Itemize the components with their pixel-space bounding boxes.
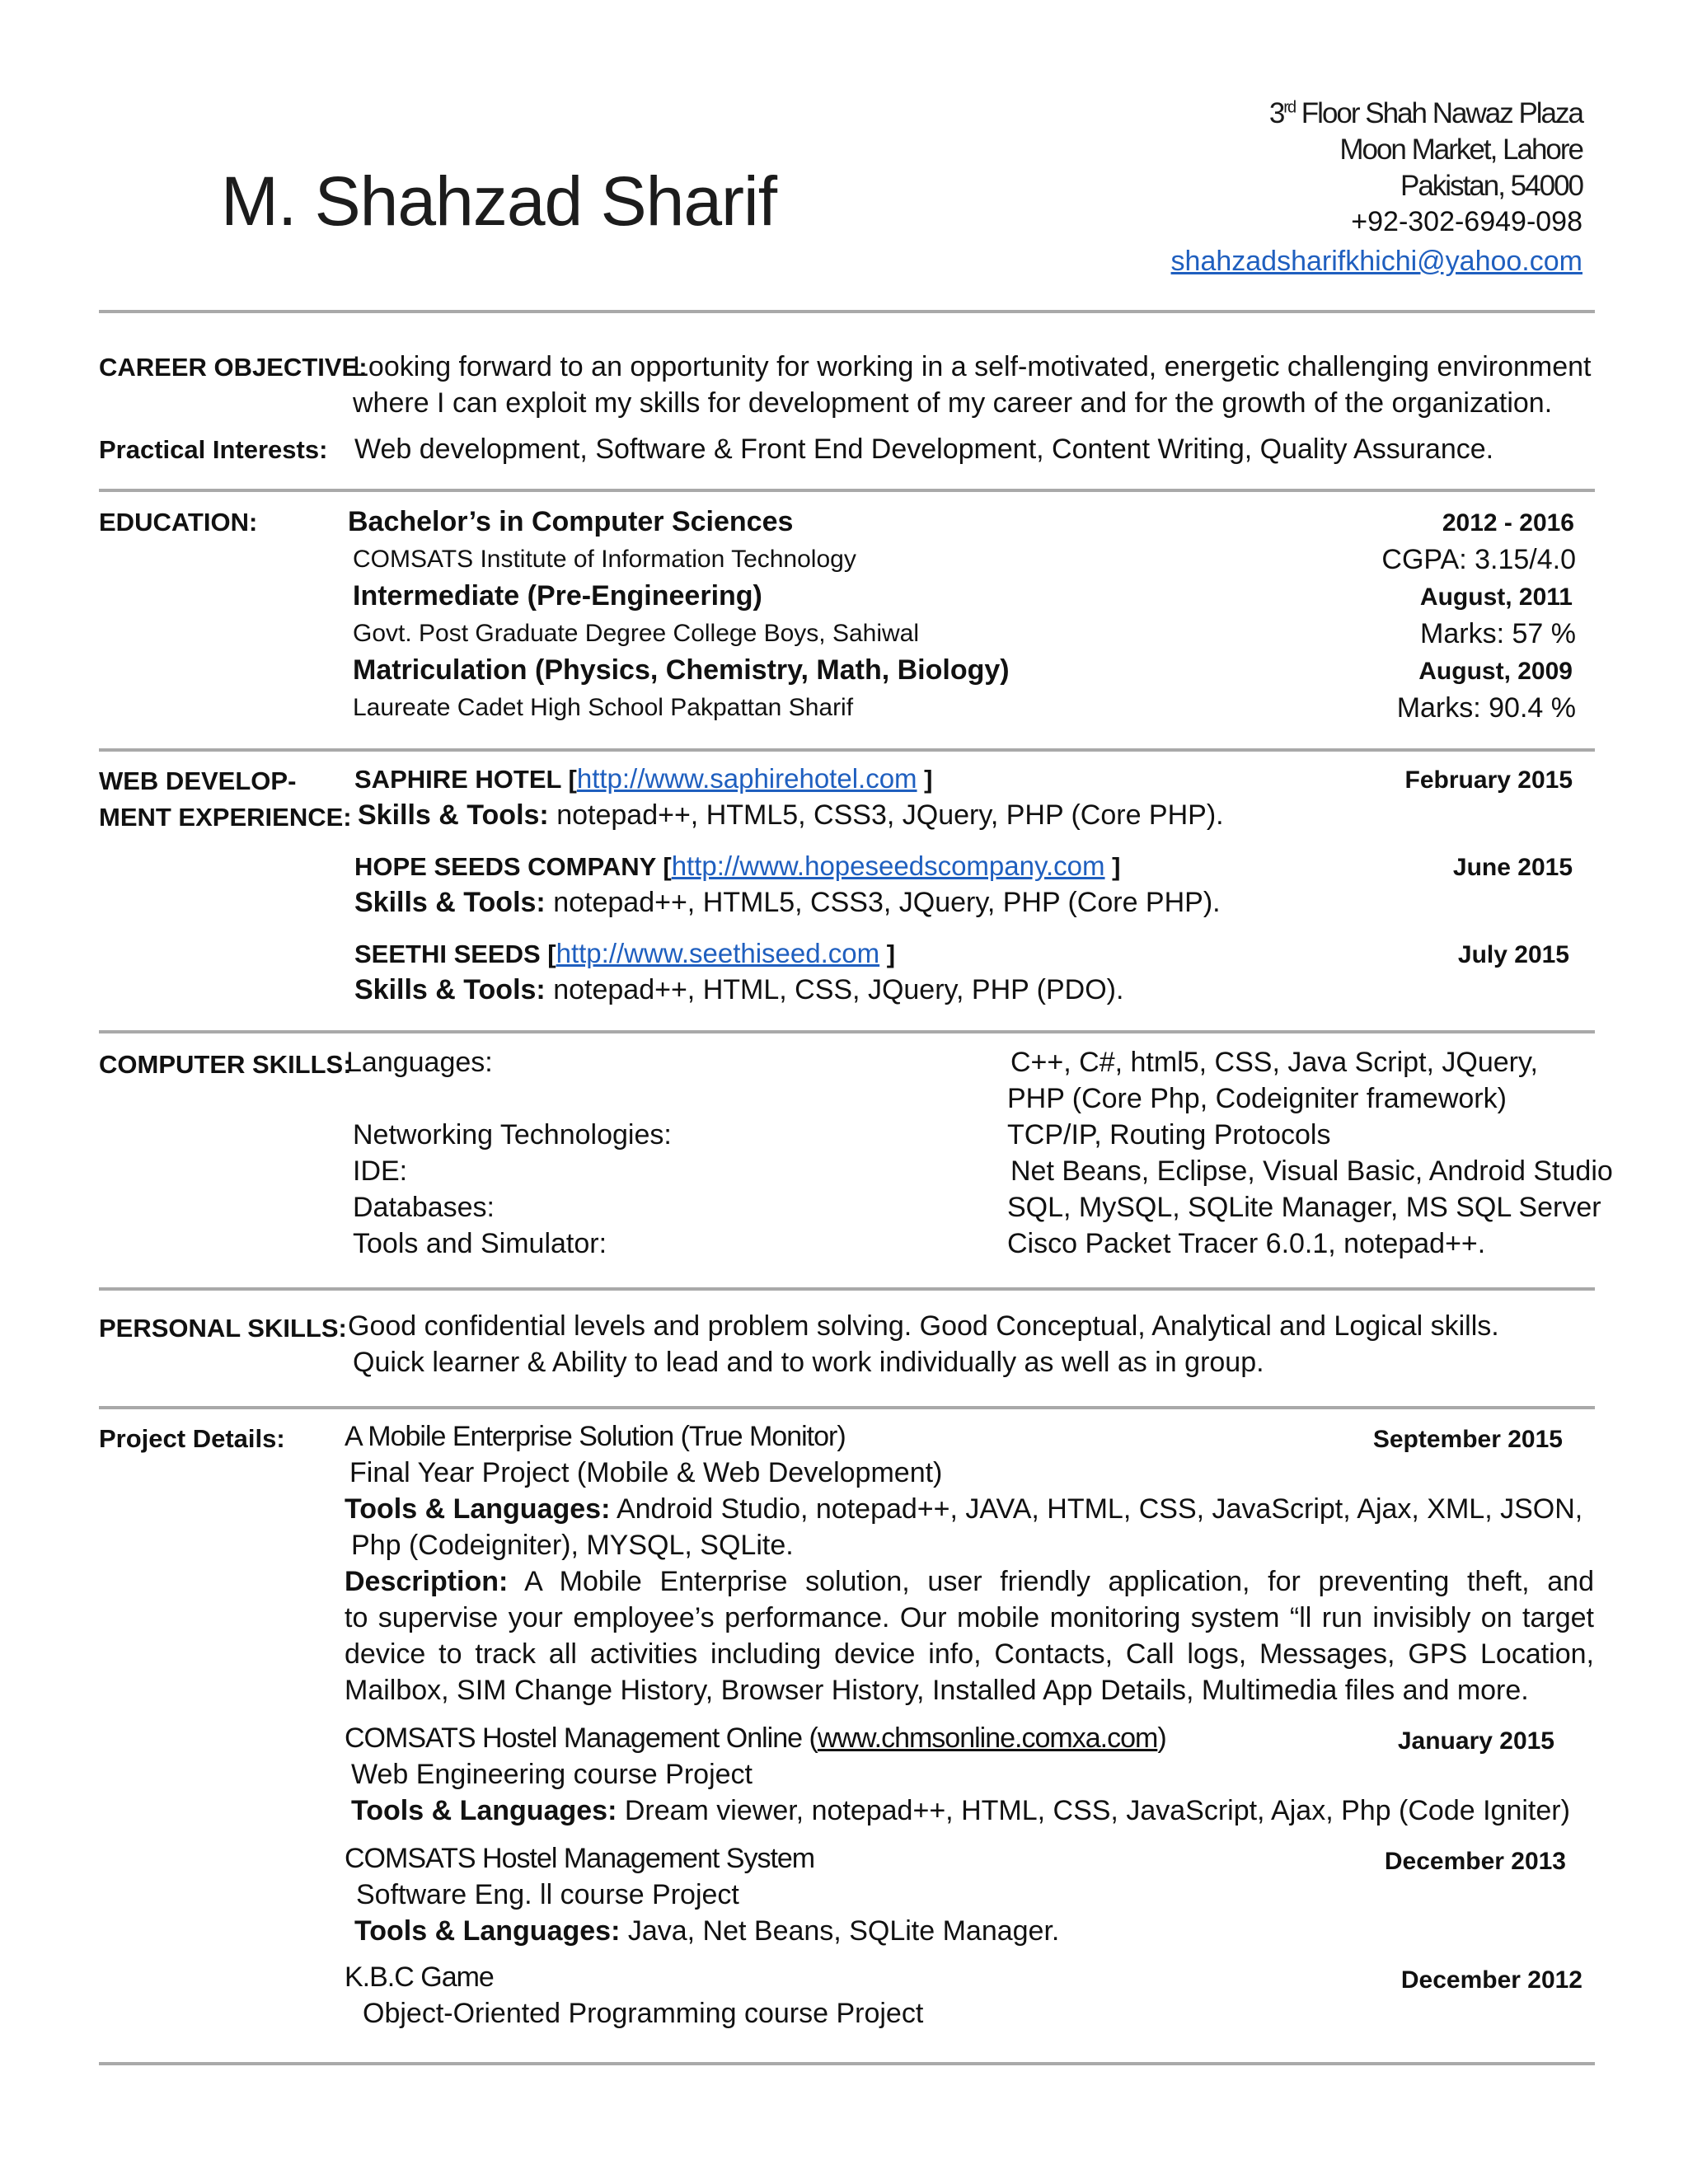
skill-value: SQL, MySQL, SQLite Manager, MS SQL Server <box>1007 1192 1601 1223</box>
description-line-4: Mailbox, SIM Change History, Browser History, Installed App Details, Multimedia files and more. <box>345 1675 1529 1706</box>
project-date: July 2015 <box>1457 941 1569 968</box>
degree-title: Bachelor’s in Computer Sciences <box>348 506 794 537</box>
skill-category: Languages: <box>346 1047 493 1078</box>
skill-value: Net Beans, Eclipse, Visual Basic, Android Studio <box>1010 1155 1613 1187</box>
project-link[interactable]: http://www.saphirehotel.com <box>576 763 917 794</box>
computer-skills-label: COMPUTER SKILLS: <box>99 1050 352 1079</box>
skill-value: TCP/IP, Routing Protocols <box>1007 1119 1331 1151</box>
career-objective-label: CAREER OBJECTIVE: <box>99 353 368 382</box>
institution: Laureate Cadet High School Pakpattan Sharif <box>353 694 854 721</box>
tools-languages-label: Tools & Languages: <box>351 1795 617 1826</box>
project-date: June 2015 <box>1452 854 1573 881</box>
education-date: August, 2009 <box>1418 658 1573 685</box>
tools-languages-line <box>354 1915 1059 1947</box>
project-link[interactable]: http://www.hopeseedscompany.com <box>671 851 1105 881</box>
web-experience-label-line-2: MENT EXPERIENCE: <box>99 803 352 832</box>
skills-tools-value: notepad++, HTML, CSS, JQuery, PHP (PDO). <box>545 974 1124 1005</box>
skills-tools-label: Skills & Tools: <box>358 799 549 831</box>
project-name: SEETHI SEEDS [ <box>354 940 556 968</box>
education-date: 2012 - 2016 <box>1442 509 1574 537</box>
project-subtitle: Final Year Project (Mobile & Web Development) <box>349 1457 943 1488</box>
degree-title: Matriculation (Physics, Chemistry, Math, Biology) <box>353 654 1010 686</box>
project-url-link[interactable]: www.chmsonline.comxa.com <box>817 1722 1158 1754</box>
phone: +92-302-6949-098 <box>1351 206 1582 237</box>
skills-tools-line <box>354 974 1123 1006</box>
tools-languages-label: Tools & Languages: <box>354 1915 621 1947</box>
institution: Govt. Post Graduate Degree College Boys, Sahiwal <box>353 620 920 647</box>
skill-value: C++, C#, html5, CSS, Java Script, JQuery, <box>1010 1047 1538 1078</box>
skill-category: Networking Technologies: <box>353 1119 672 1151</box>
tools-languages-continued: Php (Codeigniter), MYSQL, SQLite. <box>351 1530 794 1561</box>
project-date: September 2015 <box>1372 1426 1563 1453</box>
education-date: August, 2011 <box>1419 583 1573 611</box>
education-result: Marks: 90.4 % <box>1396 692 1576 724</box>
education-result: CGPA: 3.15/4.0 <box>1381 544 1576 575</box>
address-line-2: Moon Market, Lahore <box>1339 134 1582 166</box>
divider <box>99 489 1595 492</box>
project-entry <box>354 938 895 969</box>
skill-category: Databases: <box>353 1192 495 1223</box>
email-link[interactable]: shahzadsharifkhichi@yahoo.com <box>1170 246 1582 277</box>
bracket: ] <box>917 765 933 794</box>
personal-skills-line-2: Quick learner & Ability to lead and to work individually as well as in group. <box>353 1347 1264 1378</box>
divider <box>99 2062 1595 2065</box>
description-label: Description: <box>345 1566 509 1597</box>
practical-interests: Web development, Software & Front End Development, Content Writing, Quality Assurance. <box>354 434 1494 465</box>
description-line-3: device to track all activities including device info, Contacts, Call logs, Messages, GPS Location, <box>345 1638 1594 1670</box>
project-subtitle: Object-Oriented Programming course Project <box>363 1998 924 2029</box>
tools-languages-value: Android Studio, notepad++, JAVA, HTML, CSS, JavaScript, Ajax, XML, JSON, <box>610 1493 1583 1525</box>
practical-interests-label: Practical Interests: <box>99 435 328 464</box>
project-name: SAPHIRE HOTEL [ <box>354 765 577 794</box>
paren: ( <box>802 1722 818 1754</box>
skills-tools-line <box>358 799 1224 832</box>
institution: COMSATS Institute of Information Technology <box>353 546 856 573</box>
address-line-3: Pakistan, 54000 <box>1400 170 1582 202</box>
description-line-1 <box>345 1566 1594 1598</box>
tools-languages-line <box>345 1493 1582 1526</box>
paren: ) <box>1157 1722 1166 1754</box>
education-result: Marks: 57 % <box>1420 618 1576 649</box>
skills-tools-label: Skills & Tools: <box>354 974 546 1005</box>
divider <box>99 1406 1595 1409</box>
bracket: ] <box>1104 852 1121 881</box>
description-text: A Mobile Enterprise solution, user friendly application, for preventing theft, and <box>508 1566 1594 1597</box>
career-objective-line-1: Looking forward to an opportunity for working in a self-motivated, energetic challenging environment <box>353 351 1592 382</box>
divider <box>99 1287 1595 1291</box>
divider <box>99 1030 1595 1033</box>
tools-languages-label: Tools & Languages: <box>345 1493 611 1525</box>
project-title-text: COMSATS Hostel Management Online <box>345 1722 803 1754</box>
project-title: A Mobile Enterprise Solution (True Monitor) <box>345 1421 846 1452</box>
skills-tools-value: notepad++, HTML5, CSS3, JQuery, PHP (Core PHP). <box>545 887 1221 918</box>
project-date: February 2015 <box>1404 766 1573 794</box>
skills-tools-line <box>354 887 1221 919</box>
project-date: January 2015 <box>1397 1727 1554 1755</box>
project-title: K.B.C Game <box>345 1961 494 1993</box>
project-entry <box>354 851 1120 882</box>
skill-value: PHP (Core Php, Codeigniter framework) <box>1007 1083 1507 1114</box>
skill-category: Tools and Simulator: <box>353 1228 607 1259</box>
divider <box>99 748 1595 752</box>
skill-category: IDE: <box>353 1155 408 1187</box>
tools-languages-line <box>351 1795 1570 1827</box>
career-objective-line-2: where I can exploit my skills for development of my career and for the growth of the organization. <box>353 387 1553 419</box>
project-subtitle: Software Eng. ll course Project <box>356 1879 739 1910</box>
divider <box>99 310 1595 313</box>
bracket: ] <box>879 940 896 968</box>
skills-tools-label: Skills & Tools: <box>354 887 546 918</box>
candidate-name: M. Shahzad Sharif <box>221 162 777 240</box>
education-label: EDUCATION: <box>99 508 258 537</box>
tools-languages-value: Dream viewer, notepad++, HTML, CSS, JavaScript, Ajax, Php (Code Igniter) <box>617 1795 1570 1826</box>
address-line-1: 3rd Floor Shah Nawaz Plaza <box>1268 97 1582 129</box>
project-name: HOPE SEEDS COMPANY [ <box>354 852 672 881</box>
project-date: December 2012 <box>1400 1966 1582 1994</box>
project-date: December 2013 <box>1384 1848 1566 1875</box>
personal-skills-line-1: Good confidential levels and problem solving. Good Conceptual, Analytical and Logical skills. <box>348 1310 1499 1342</box>
project-link[interactable]: http://www.seethiseed.com <box>556 938 880 968</box>
degree-title: Intermediate (Pre-Engineering) <box>353 580 762 612</box>
skill-value: Cisco Packet Tracer 6.0.1, notepad++. <box>1007 1228 1486 1259</box>
tools-languages-value: Java, Net Beans, SQLite Manager. <box>620 1915 1060 1947</box>
project-entry <box>354 763 932 794</box>
web-experience-label-line-1: WEB DEVELOP- <box>99 766 297 795</box>
personal-skills-label: PERSONAL SKILLS: <box>99 1314 347 1343</box>
project-details-label: Project Details: <box>99 1424 285 1453</box>
project-title: COMSATS Hostel Management System <box>345 1843 815 1874</box>
description-line-2: to supervise your employee’s performance. Our mobile monitoring system “ll run invisibly on target <box>345 1602 1594 1633</box>
skills-tools-value: notepad++, HTML5, CSS3, JQuery, PHP (Core PHP). <box>548 799 1224 831</box>
project-title <box>345 1722 1166 1755</box>
project-subtitle: Web Engineering course Project <box>351 1759 753 1790</box>
